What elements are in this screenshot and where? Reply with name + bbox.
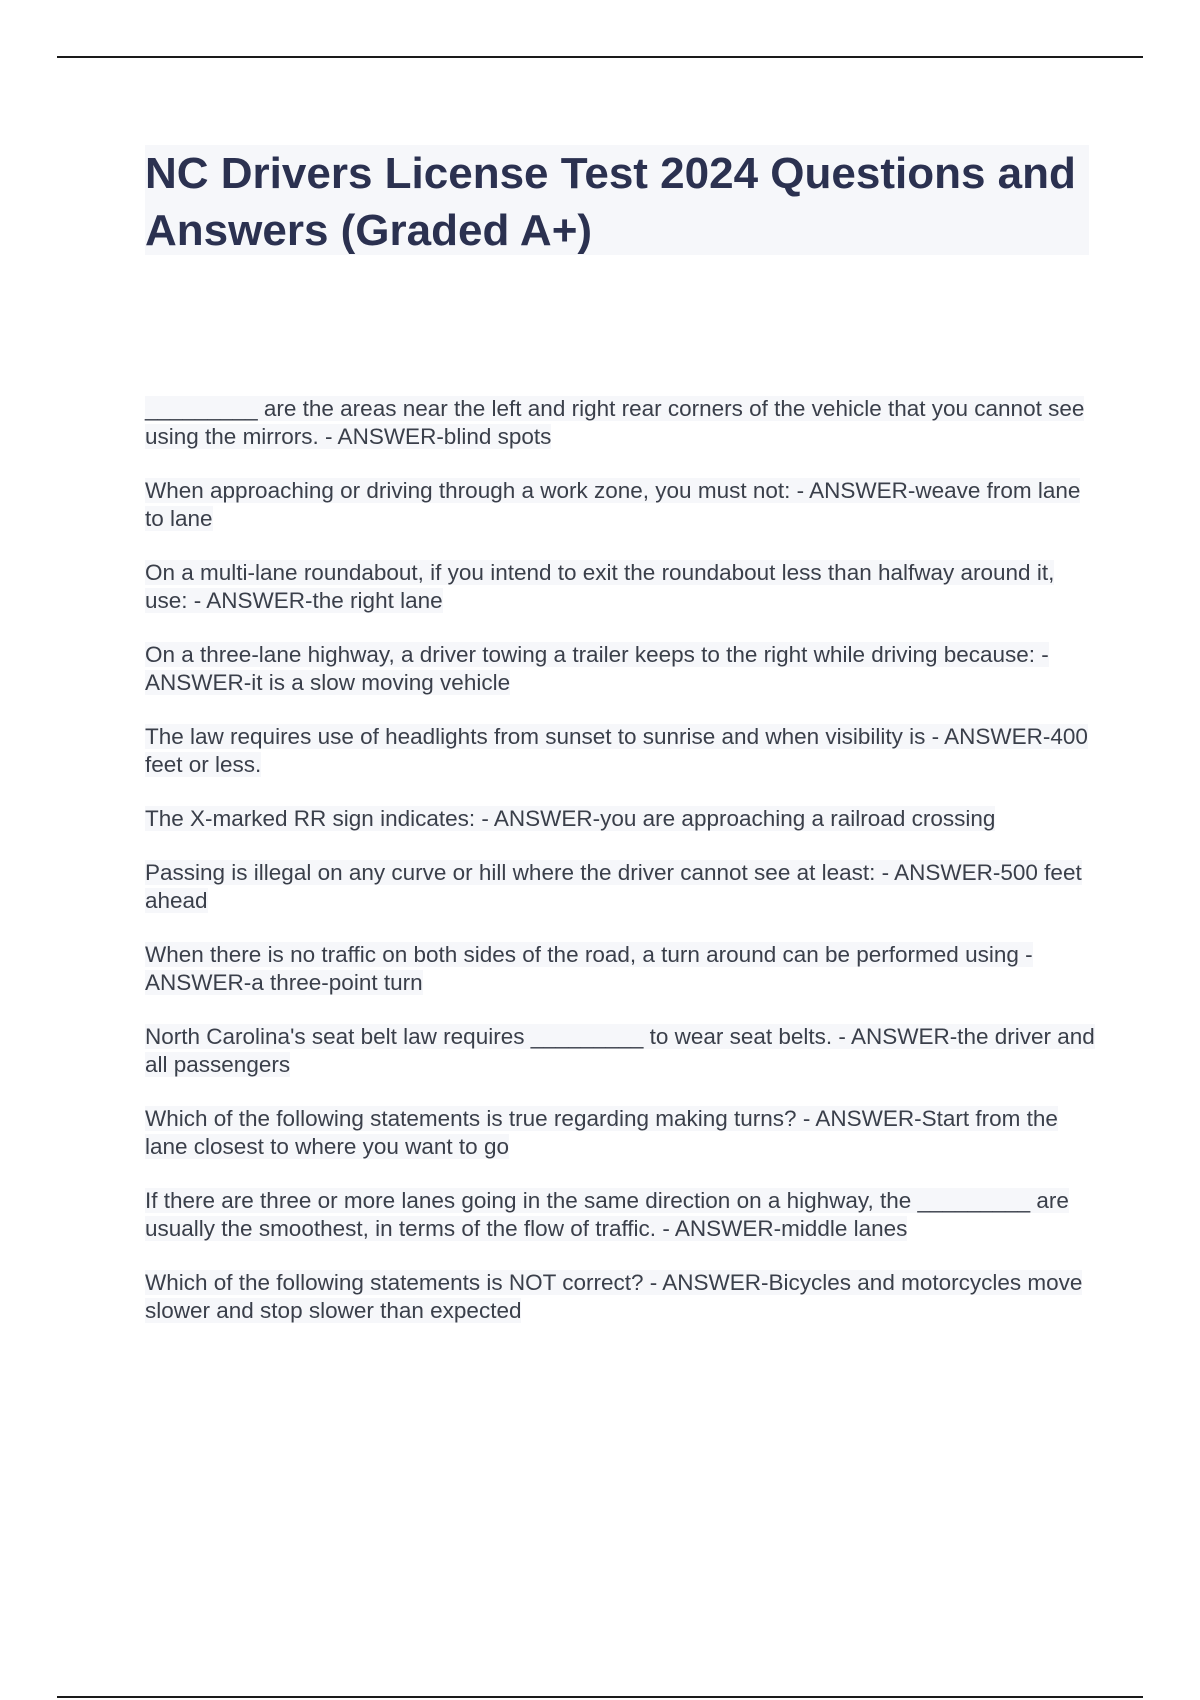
qa-item-text: When there is no traffic on both sides of the road, a turn around can be performed using - ANSWER-a three-point turn xyxy=(145,942,1033,995)
qa-item xyxy=(145,1187,1095,1243)
qa-item-text: Passing is illegal on any curve or hill where the driver cannot see at least: - ANSWER-500 feet ahead xyxy=(145,860,1082,913)
qa-item xyxy=(145,1105,1095,1161)
qa-item-text: The law requires use of headlights from sunset to sunrise and when visibility is - ANSWER-400 feet or less. xyxy=(145,724,1088,777)
qa-item-text: North Carolina's seat belt law requires _________ to wear seat belts. - ANSWER-the driver and all passengers xyxy=(145,1024,1095,1077)
qa-item-text: On a multi-lane roundabout, if you intend to exit the roundabout less than halfway around it, use: - ANSWER-the right lane xyxy=(145,560,1055,613)
qa-item-text: _________ are the areas near the left and right rear corners of the vehicle that you cannot see using the mirrors. - ANSWER-blind spots xyxy=(145,396,1085,449)
qa-item xyxy=(145,477,1095,533)
qa-item-text: Which of the following statements is true regarding making turns? - ANSWER-Start from the lane closest to where you want to go xyxy=(145,1106,1058,1159)
qa-item-text: When approaching or driving through a work zone, you must not: - ANSWER-weave from lane to lane xyxy=(145,478,1081,531)
bottom-rule xyxy=(57,1696,1143,1698)
qa-item xyxy=(145,395,1095,451)
qa-item xyxy=(145,1023,1095,1079)
qa-item xyxy=(145,805,1095,833)
title-block xyxy=(145,145,1089,255)
qa-item-text: If there are three or more lanes going in the same direction on a highway, the _________ are usually the smoothest, in terms of the flow of traffic. - ANSWER-middle lanes xyxy=(145,1188,1069,1241)
page-title: NC Drivers License Test 2024 Questions and Answers (Graded A+) xyxy=(145,149,1076,255)
qa-item xyxy=(145,859,1095,915)
qa-item-text: The X-marked RR sign indicates: - ANSWER-you are approaching a railroad crossing xyxy=(145,806,996,831)
qa-item-text: Which of the following statements is NOT correct? - ANSWER-Bicycles and motorcycles move slower and stop slower than expected xyxy=(145,1270,1083,1323)
qa-item xyxy=(145,641,1095,697)
qa-item xyxy=(145,941,1095,997)
qa-item-text: On a three-lane highway, a driver towing a trailer keeps to the right while driving because: - ANSWER-it is a slow moving vehicle xyxy=(145,642,1049,695)
qa-item xyxy=(145,1269,1095,1325)
top-rule xyxy=(57,56,1143,58)
qa-list xyxy=(145,395,1095,1351)
qa-item xyxy=(145,559,1095,615)
qa-item xyxy=(145,723,1095,779)
